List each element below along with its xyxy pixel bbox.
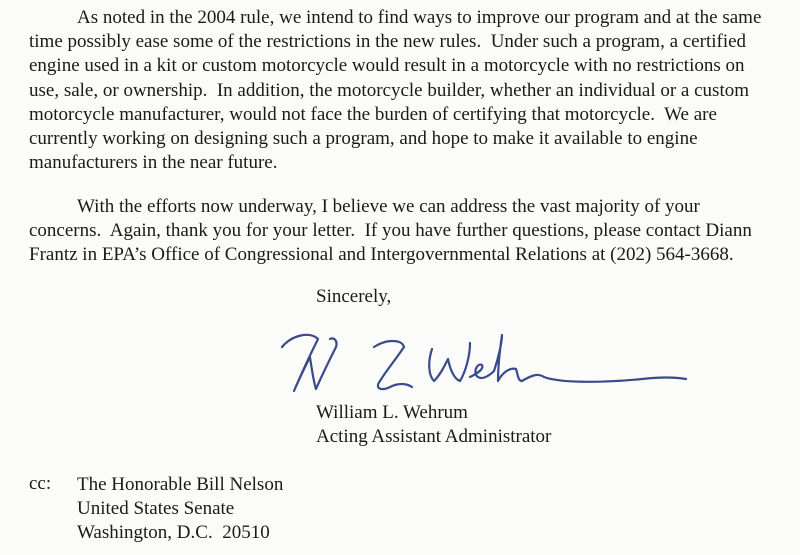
body-paragraph-2 [29, 195, 789, 268]
cc-address-line: The Honorable Bill Nelson [77, 474, 284, 495]
paragraph-line: time possibly ease some of the restrictions in the new rules. Under such a program, a certified [29, 31, 747, 53]
body-paragraph-1 [29, 6, 789, 175]
cc-address-line: Washington, D.C. 20510 [77, 522, 270, 543]
signer-block [316, 401, 551, 449]
cc-address-line: United States Senate [77, 498, 235, 519]
paragraph-line: Frantz in EPA’s Office of Congressional and Intergovernmental Relations at (202) 564-3668. [29, 244, 734, 266]
paragraph-line: With the efforts now underway, I believe we can address the vast majority of your [77, 196, 700, 217]
paragraph-line: motorcycle manufacturer, would not face the burden of certifying that motorcycle. We are [29, 103, 717, 125]
signer-title: Acting Assistant Administrator [316, 426, 552, 447]
closing-salutation: Sincerely, [316, 286, 392, 307]
signer-name: William L. Wehrum [316, 402, 468, 423]
cc-address-block [77, 473, 283, 545]
cc-label: cc: [29, 473, 52, 494]
paragraph-line: concerns. Again, thank you for your letter. If you have further questions, please contact Diann [29, 220, 752, 242]
paragraph-line: currently working on designing such a program, and hope to make it available to engine [29, 128, 698, 150]
handwritten-signature [270, 325, 700, 405]
paragraph-line: As noted in the 2004 rule, we intend to find ways to improve our program and at the same [77, 7, 762, 28]
paragraph-line: engine used in a kit or custom motorcycle would result in a motorcycle with no restrictions on [29, 55, 745, 77]
paragraph-line: use, sale, or ownership. In addition, the motorcycle builder, whether an individual or a custom [29, 79, 749, 101]
paragraph-line: manufacturers in the near future. [29, 152, 278, 174]
